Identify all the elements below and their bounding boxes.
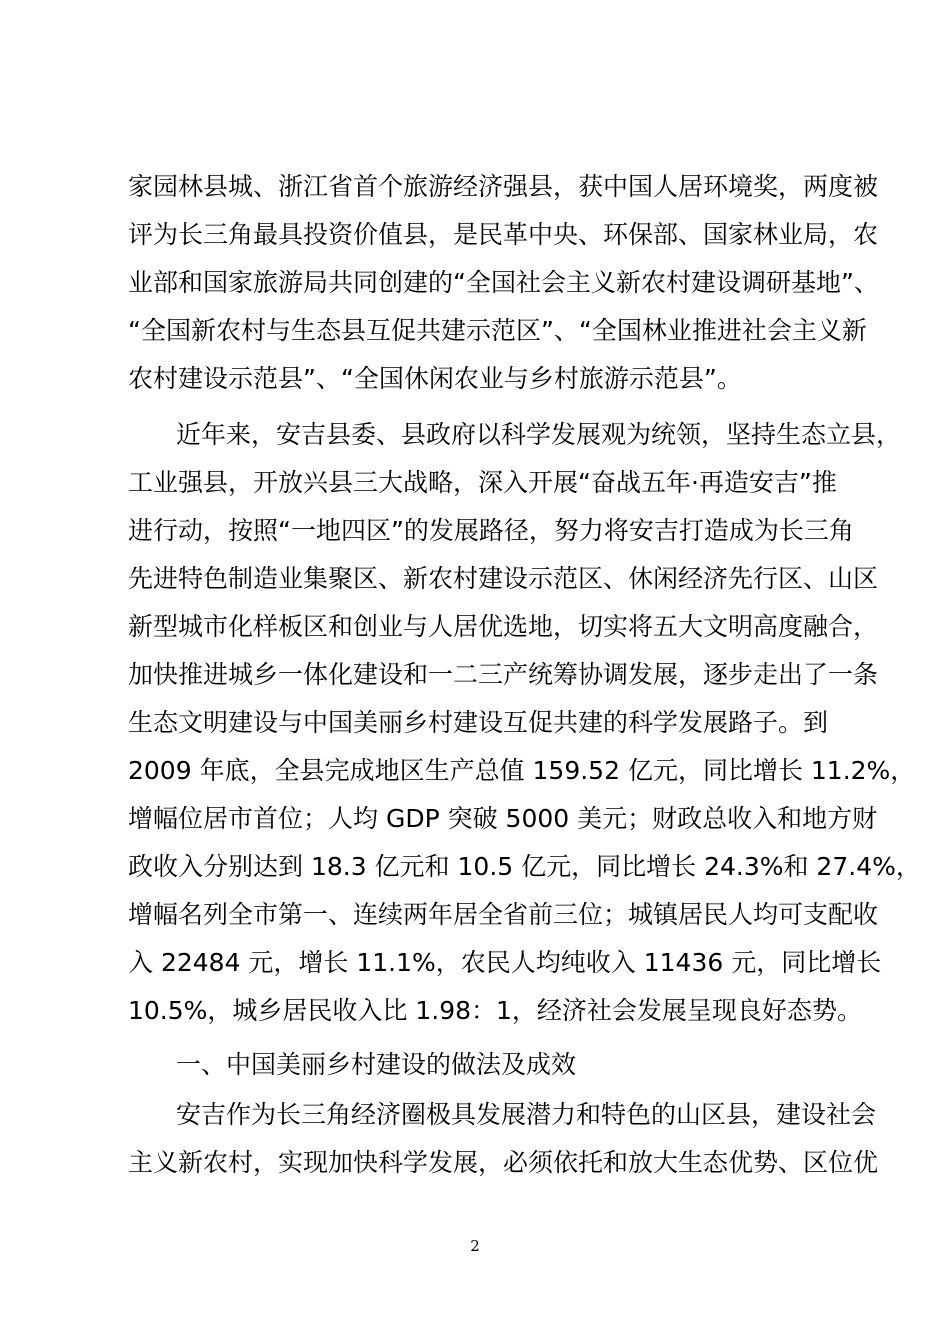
paragraph-line: 先进特色制造业集聚区、新农村建设示范区、休闲经济先行区、山区: [128, 564, 879, 593]
paragraph-line: 主义新农村，实现加快科学发展，必须依托和放大生态优势、区位优: [128, 1148, 879, 1177]
paragraph-line: 入 22484 元，增长 11.1%，农民人均纯收入 11436 元，同比增长: [128, 948, 882, 977]
paragraph-line: 加快推进城乡一体化建设和一二三产统筹协调发展，逐步走出了一条: [128, 660, 879, 689]
paragraph-line: 2009 年底，全县完成地区生产总值 159.52 亿元，同比增长 11.2%，: [128, 756, 916, 785]
paragraph-line: 生态文明建设与中国美丽乡村建设互促共建的科学发展路子。到: [128, 708, 829, 737]
paragraph-line: 新型城市化样板区和创业与人居优选地，切实将五大文明高度融合，: [128, 612, 879, 641]
paragraph-line: 近年来，安吉县委、县政府以科学发展观为统领，坚持生态立县，: [176, 420, 902, 449]
paragraph-line: 安吉作为长三角经济圈极具发展潜力和特色的山区县，建设社会: [176, 1100, 877, 1129]
paragraph-line: 业部和国家旅游局共同创建的“全国社会主义新农村建设调研基地”、: [128, 268, 879, 297]
section-heading: 一、中国美丽乡村建设的做法及成效: [176, 1050, 577, 1079]
paragraph-line: “全国新农村与生态县互促共建示范区”、“全国林业推进社会主义新: [128, 316, 867, 345]
paragraph-line: 农村建设示范县”、“全国休闲农业与乡村旅游示范县”。: [128, 364, 742, 393]
paragraph-line: 10.5%，城乡居民收入比 1.98：1，经济社会发展呈现良好态势。: [128, 996, 862, 1025]
paragraph-line: 政收入分别达到 18.3 亿元和 10.5 亿元，同比增长 24.3%和 27.4%，: [128, 852, 921, 881]
page-number: 2: [470, 1237, 480, 1255]
paragraph-line: 进行动，按照“一地四区”的发展路径，努力将安吉打造成为长三角: [128, 516, 854, 545]
paragraph-line: 家园林县城、浙江省首个旅游经济强县，获中国人居环境奖，两度被: [128, 172, 879, 201]
paragraph-line: 增幅位居市首位；人均 GDP 突破 5000 美元；财政总收入和地方财: [128, 804, 878, 833]
paragraph-line: 工业强县，开放兴县三大战略，深入开展“奋战五年·再造安吉”推: [128, 468, 837, 497]
paragraph-line: 评为长三角最具投资价值县，是民革中央、环保部、国家林业局，农: [128, 220, 879, 249]
paragraph-line: 增幅名列全市第一、连续两年居全省前三位；城镇居民人均可支配收: [128, 900, 879, 929]
